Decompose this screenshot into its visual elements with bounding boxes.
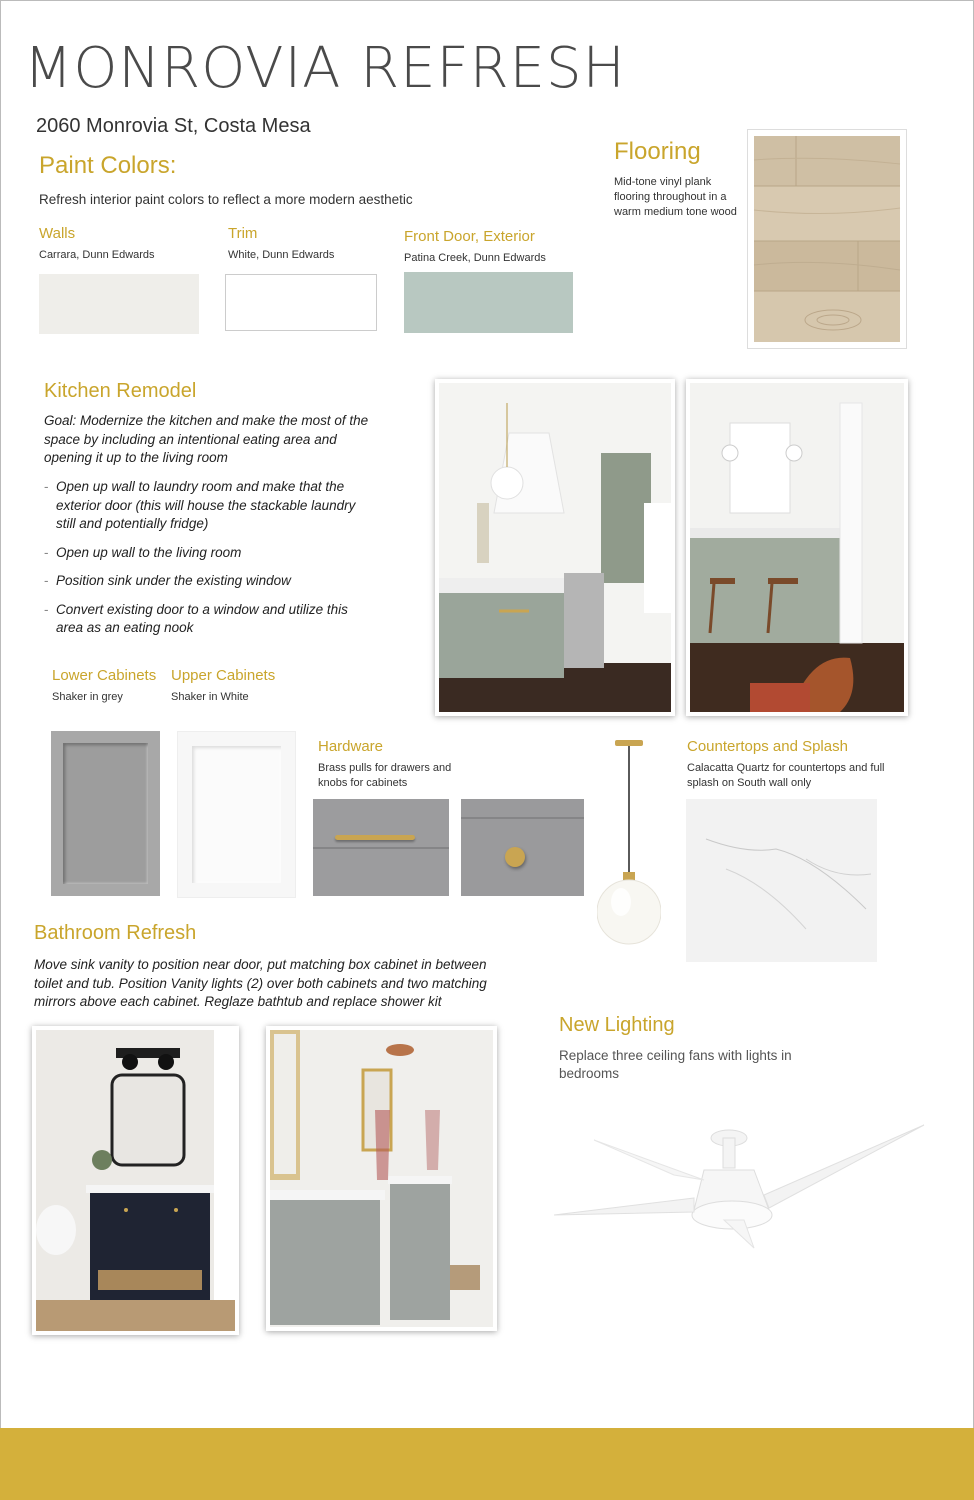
walls-value: Carrara, Dunn Edwards bbox=[39, 249, 155, 261]
front-door-label: Front Door, Exterior bbox=[404, 228, 535, 245]
paint-description: Refresh interior paint colors to reflect a more modern aesthetic bbox=[39, 192, 413, 207]
front-door-swatch bbox=[404, 272, 573, 333]
brass-knob-image bbox=[461, 799, 584, 896]
flooring-heading: Flooring bbox=[614, 138, 701, 165]
hardware-label: Hardware bbox=[318, 738, 384, 755]
paint-heading: Paint Colors: bbox=[39, 152, 177, 179]
kitchen-photo-2 bbox=[686, 379, 908, 716]
quartz-sample-image bbox=[686, 799, 877, 962]
walls-swatch bbox=[39, 274, 199, 334]
kitchen-bullet: - Open up wall to the living room bbox=[44, 544, 374, 563]
flooring-sample bbox=[747, 129, 907, 349]
upper-cabinets-value: Shaker in White bbox=[171, 691, 249, 703]
trim-value: White, Dunn Edwards bbox=[228, 249, 335, 261]
white-shaker-cabinet-image bbox=[177, 731, 296, 898]
pendant-light-image bbox=[597, 740, 661, 950]
upper-cabinets-label: Upper Cabinets bbox=[171, 667, 276, 684]
kitchen-photo-1 bbox=[435, 379, 675, 716]
hardware-value: Brass pulls for drawers and knobs for cabinets bbox=[318, 762, 452, 789]
trim-label: Trim bbox=[228, 225, 258, 242]
kitchen-bullet-list bbox=[44, 478, 374, 648]
wood-texture-image bbox=[748, 130, 906, 348]
lower-cabinets-value: Shaker in grey bbox=[52, 691, 123, 703]
walls-label: Walls bbox=[39, 225, 76, 242]
kitchen-bullet: - Open up wall to laundry room and make that the exterior door (this will house the stackable laundry still and potentially fridge) bbox=[44, 478, 374, 534]
bathroom-photo-2 bbox=[266, 1026, 497, 1331]
flooring-description: Mid-tone vinyl plank flooring throughout in a warm medium tone wood bbox=[614, 176, 737, 218]
trim-swatch bbox=[225, 274, 377, 331]
bathroom-heading: Bathroom Refresh bbox=[34, 922, 197, 944]
brass-pull-image bbox=[313, 799, 449, 896]
kitchen-goal: Goal: Modernize the kitchen and make the most of the space by including an intentional eating area and opening it up to the living room bbox=[44, 413, 369, 465]
kitchen-heading: Kitchen Remodel bbox=[44, 380, 197, 402]
footer-bar bbox=[0, 1428, 974, 1500]
countertops-value: Calacatta Quartz for countertops and full splash on South wall only bbox=[687, 762, 885, 789]
lower-cabinets-label: Lower Cabinets bbox=[52, 667, 157, 684]
lighting-heading: New Lighting bbox=[559, 1014, 675, 1036]
bathroom-description: Move sink vanity to position near door, put matching box cabinet in between toilet and tub. Position Vanity lights (2) over both cabinets and two matching mirrors above each cabinet. Reglaze bathtub and replace shower kit bbox=[34, 957, 487, 1009]
kitchen-bullet: - Convert existing door to a window and utilize this area as an eating nook bbox=[44, 601, 374, 638]
lighting-description: Replace three ceiling fans with lights in bedrooms bbox=[559, 1048, 792, 1081]
ceiling-fan-image bbox=[554, 1120, 926, 1250]
countertops-label: Countertops and Splash bbox=[687, 738, 848, 755]
front-door-value: Patina Creek, Dunn Edwards bbox=[404, 252, 546, 264]
address: 2060 Monrovia St, Costa Mesa bbox=[36, 115, 311, 137]
kitchen-bullet: - Position sink under the existing window bbox=[44, 572, 374, 591]
grey-shaker-cabinet-image bbox=[51, 731, 160, 896]
page-title: MONROVIA REFRESH bbox=[24, 36, 626, 101]
bathroom-photo-1 bbox=[32, 1026, 239, 1335]
